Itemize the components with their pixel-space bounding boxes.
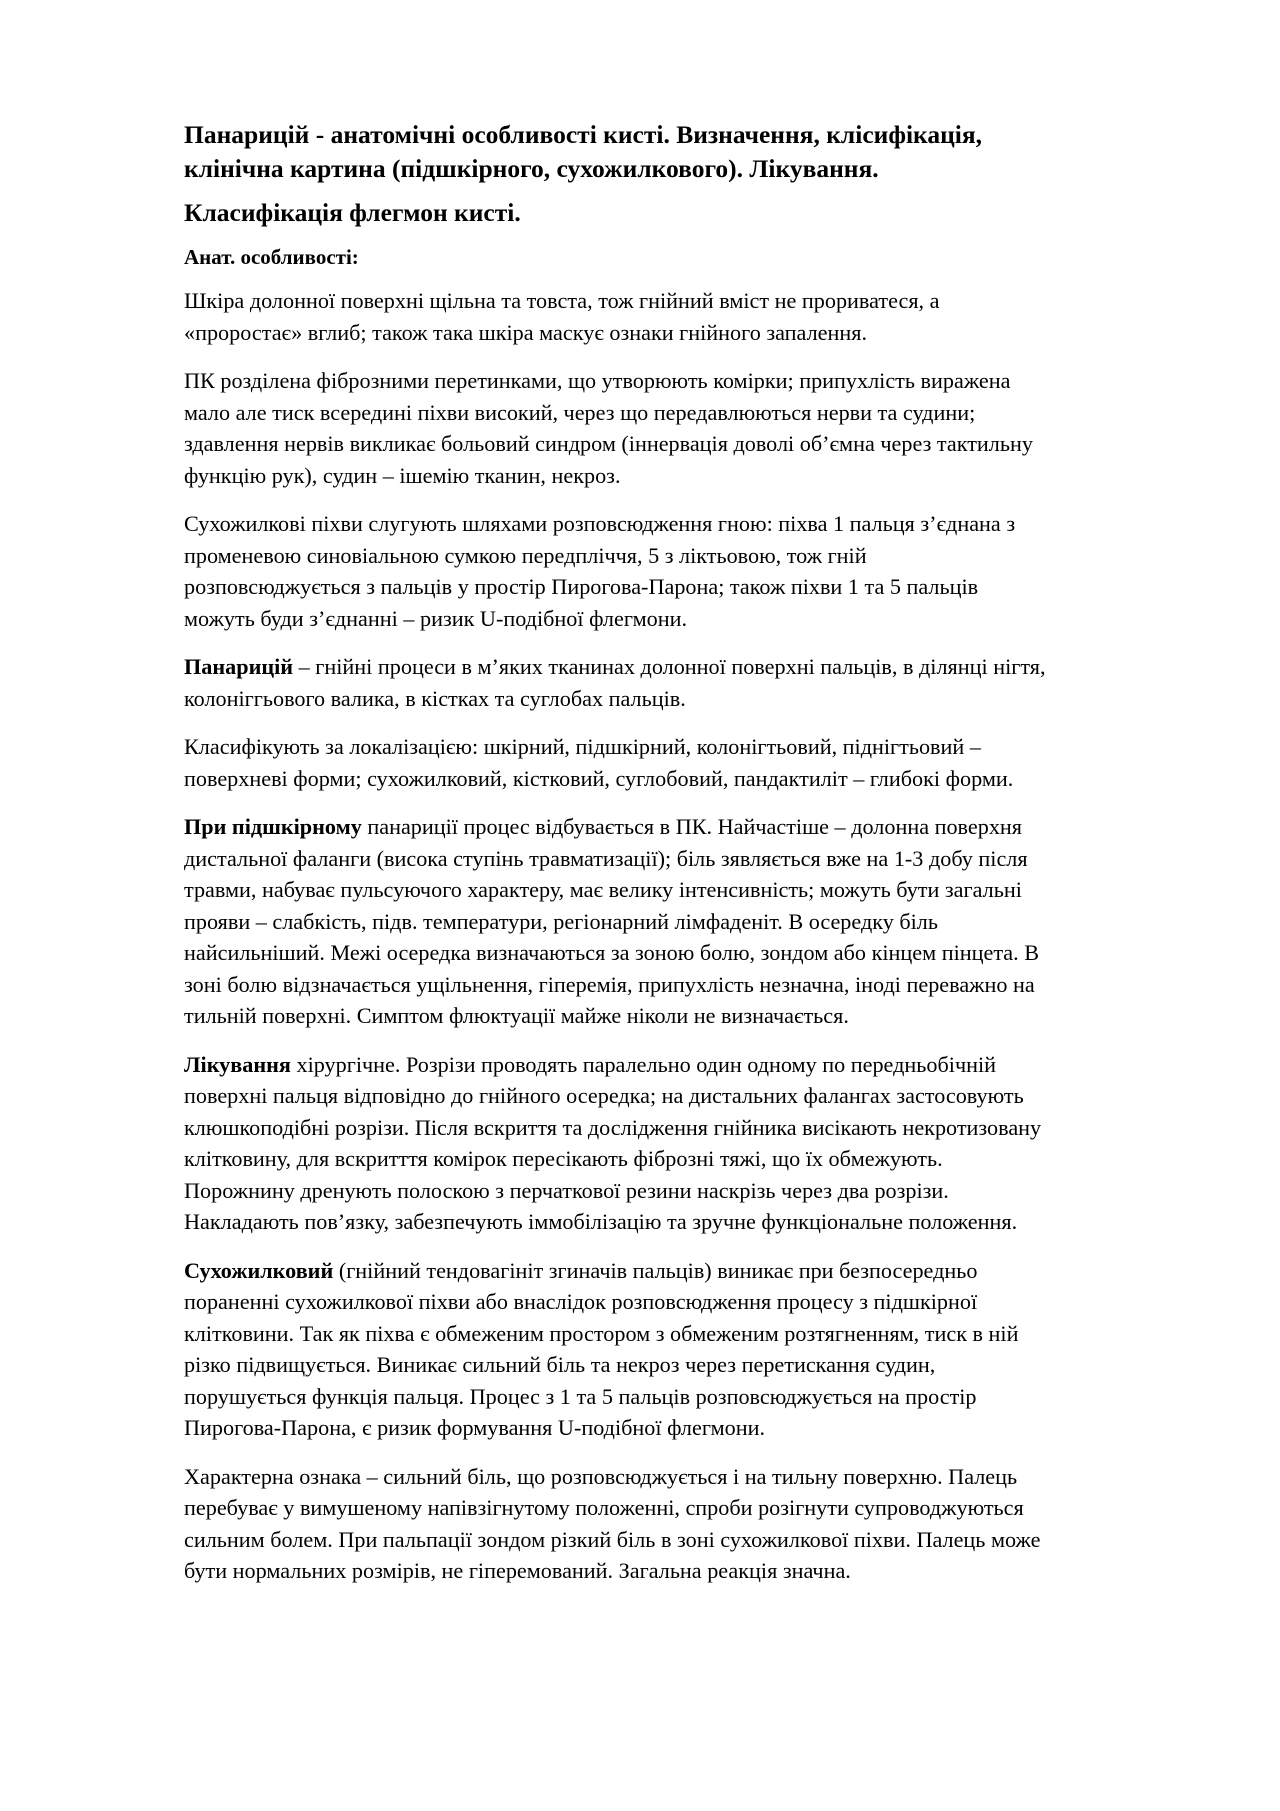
section-title-phlegmon: Класифікація флегмон кисті. [184, 198, 521, 227]
paragraph-classification [184, 731, 1184, 794]
paragraph-line: Порожнину дренують полоскою з перчаткової резини наскрізь через два розрізи. [184, 1177, 949, 1203]
paragraph-line: найсильніший. Межі осередка визначаються за зоною болю, зондом або кінцем пінцета. В [184, 940, 1040, 965]
paragraph-line: клітковину, для вскритття комірок пересікають фіброзні тяжі, що їх обмежують. [184, 1146, 943, 1171]
paragraph-line: поверхні пальця відповідно до гнійного осередка; на дистальних фалангах застосовують [184, 1083, 1024, 1108]
paragraph-line: «проростає» вглиб; також така шкіра маскує ознаки гнійного запалення. [184, 319, 867, 345]
paragraph-line [184, 651, 1184, 683]
paragraph-line: прояви – слабкість, підв. температури, регіонарний лімфаденіт. В осередку біль [184, 908, 938, 934]
paragraph-tendon-panaritium [184, 1255, 1184, 1444]
paragraph-line: зоні болю відзначається ущільнення, гіперемія, припухлість незначна, іноді переважно на [184, 971, 1035, 997]
paragraph-line: сильним болем. При пальпації зондом різкий біль в зоні сухожилкової піхви. Палець може [184, 1526, 1041, 1552]
text-run: хірургічне. Розрізи проводять паралельно один одному по передньобічній [290, 1051, 997, 1077]
text-run: панариції процес відбувається в ПК. Найчастіше – долонна поверхня [361, 814, 1023, 839]
text-run: (гнійний тендовагініт згиначів пальців) виникає при безпосередньо [333, 1257, 978, 1283]
term-subcutaneous: При підшкірному [184, 814, 362, 839]
paragraph-line: перебуває у вимушеному напівзігнутому положенні, спроби розігнути супроводжуються [184, 1495, 1024, 1520]
paragraph-line: пораненні сухожилкової піхви або внаслідок розповсюдження процесу з підшкірної [184, 1289, 978, 1314]
paragraph-line: Сухожилкові піхви слугують шляхами розповсюдження гною: піхва 1 пальця з’єднана з [184, 511, 1016, 536]
term-treatment: Лікування [184, 1051, 291, 1077]
paragraph-line [184, 811, 1184, 843]
paragraph-line: здавлення нервів викликає больовий синдром (іннервація доволі об’ємна через тактильну [184, 431, 1033, 456]
paragraph-line: клітковини. Так як піхва є обмеженим простором з обмеженим розтягненням, тиск в ній [184, 1320, 1019, 1346]
paragraph-panaritium-definition [184, 651, 1184, 714]
paragraph-line [184, 1255, 1184, 1287]
document-page [184, 118, 1184, 1604]
paragraph-line: клюшкоподібні розрізи. Після вскриття та дослідження гнійника висікають некротизовану [184, 1114, 1042, 1140]
paragraph-line: променевою синовіальною сумкою передпліччя, 5 з ліктьовою, тож гній [184, 542, 867, 568]
text-run: – гнійні процеси в м’яких тканинах долонної поверхні пальців, в ділянці нігтя, [293, 654, 1046, 679]
paragraph-line: дистальної фаланги (висока ступінь травматизації); біль зявляється вже на 1-3 добу після [184, 845, 1028, 871]
paragraph-skin [184, 285, 1184, 348]
paragraph-line: Накладають пов’язку, забезпечують іммобілізацію та зручне функціональне положення. [184, 1209, 1018, 1234]
paragraph-tendon-sheaths [184, 508, 1184, 634]
paragraph-line: Класифікують за локалізацією: шкірний, підшкірний, колонігтьовий, піднігтьовий – [184, 734, 981, 759]
paragraph-line: різко підвищується. Виникає сильний біль та некроз через перетискання судин, [184, 1352, 936, 1377]
paragraph-line: ПК розділена фіброзними перетинками, що утворюють комірки; припухлість виражена [184, 368, 1011, 393]
paragraph-line: Шкіра долонної поверхні щільна та товста, тож гнійний вміст не прориватеся, а [184, 288, 940, 313]
anatomy-heading: Анат. особливості: [184, 245, 359, 269]
paragraph-line: тильній поверхні. Симптом флюктуації майже ніколи не визначається. [184, 1003, 849, 1028]
term-tendon: Сухожилковий [184, 1257, 334, 1283]
term-panaritium: Панарицій [184, 654, 294, 679]
paragraph-line [184, 1049, 1184, 1081]
title-line-1: Панарицій - анатомічні особливості кисті. Визначення, клісифікація, [184, 120, 983, 149]
paragraph-line: бути нормальних розмірів, не гіперемований. Загальна реакція значна. [184, 1558, 851, 1583]
document-title [184, 118, 1184, 186]
paragraph-line: Пирогова-Парона, є ризик формування U-подібної флегмони. [184, 1415, 766, 1440]
paragraph-line: можуть буди з’єднанні – ризик U-подібної флегмони. [184, 605, 688, 631]
paragraph-line: розповсюджується з пальців у простір Пирогова-Парона; також піхви 1 та 5 пальців [184, 574, 979, 599]
paragraph-line: мало але тиск всередині піхви високий, через що передавлюються нерви та судини; [184, 399, 976, 425]
paragraph-line: Характерна ознака – сильний біль, що розповсюджується і на тильну поверхню. Палець [184, 1463, 1018, 1489]
paragraph-line: функцію рук), судин – ішемію тканин, некроз. [184, 462, 621, 488]
paragraph-characteristic-sign [184, 1461, 1184, 1587]
title-line-2: клінічна картина (підшкірного, сухожилкового). Лікування. [184, 154, 879, 183]
paragraph-treatment [184, 1049, 1184, 1238]
paragraph-line: порушується функція пальця. Процес з 1 та 5 пальців розповсюджується на простір [184, 1383, 977, 1409]
paragraph-line: поверхневі форми; сухожилковий, кістковий, суглобовий, пандактиліт – глибокі форми. [184, 765, 1014, 791]
paragraph-pk [184, 365, 1184, 491]
paragraph-line: травми, набуває пульсуючого характеру, має велику інтенсивність; можуть бути загальні [184, 877, 1022, 902]
paragraph-line: колоніггьового валика, в кістках та суглобах пальців. [184, 685, 686, 711]
paragraph-subcutaneous [184, 811, 1184, 1032]
